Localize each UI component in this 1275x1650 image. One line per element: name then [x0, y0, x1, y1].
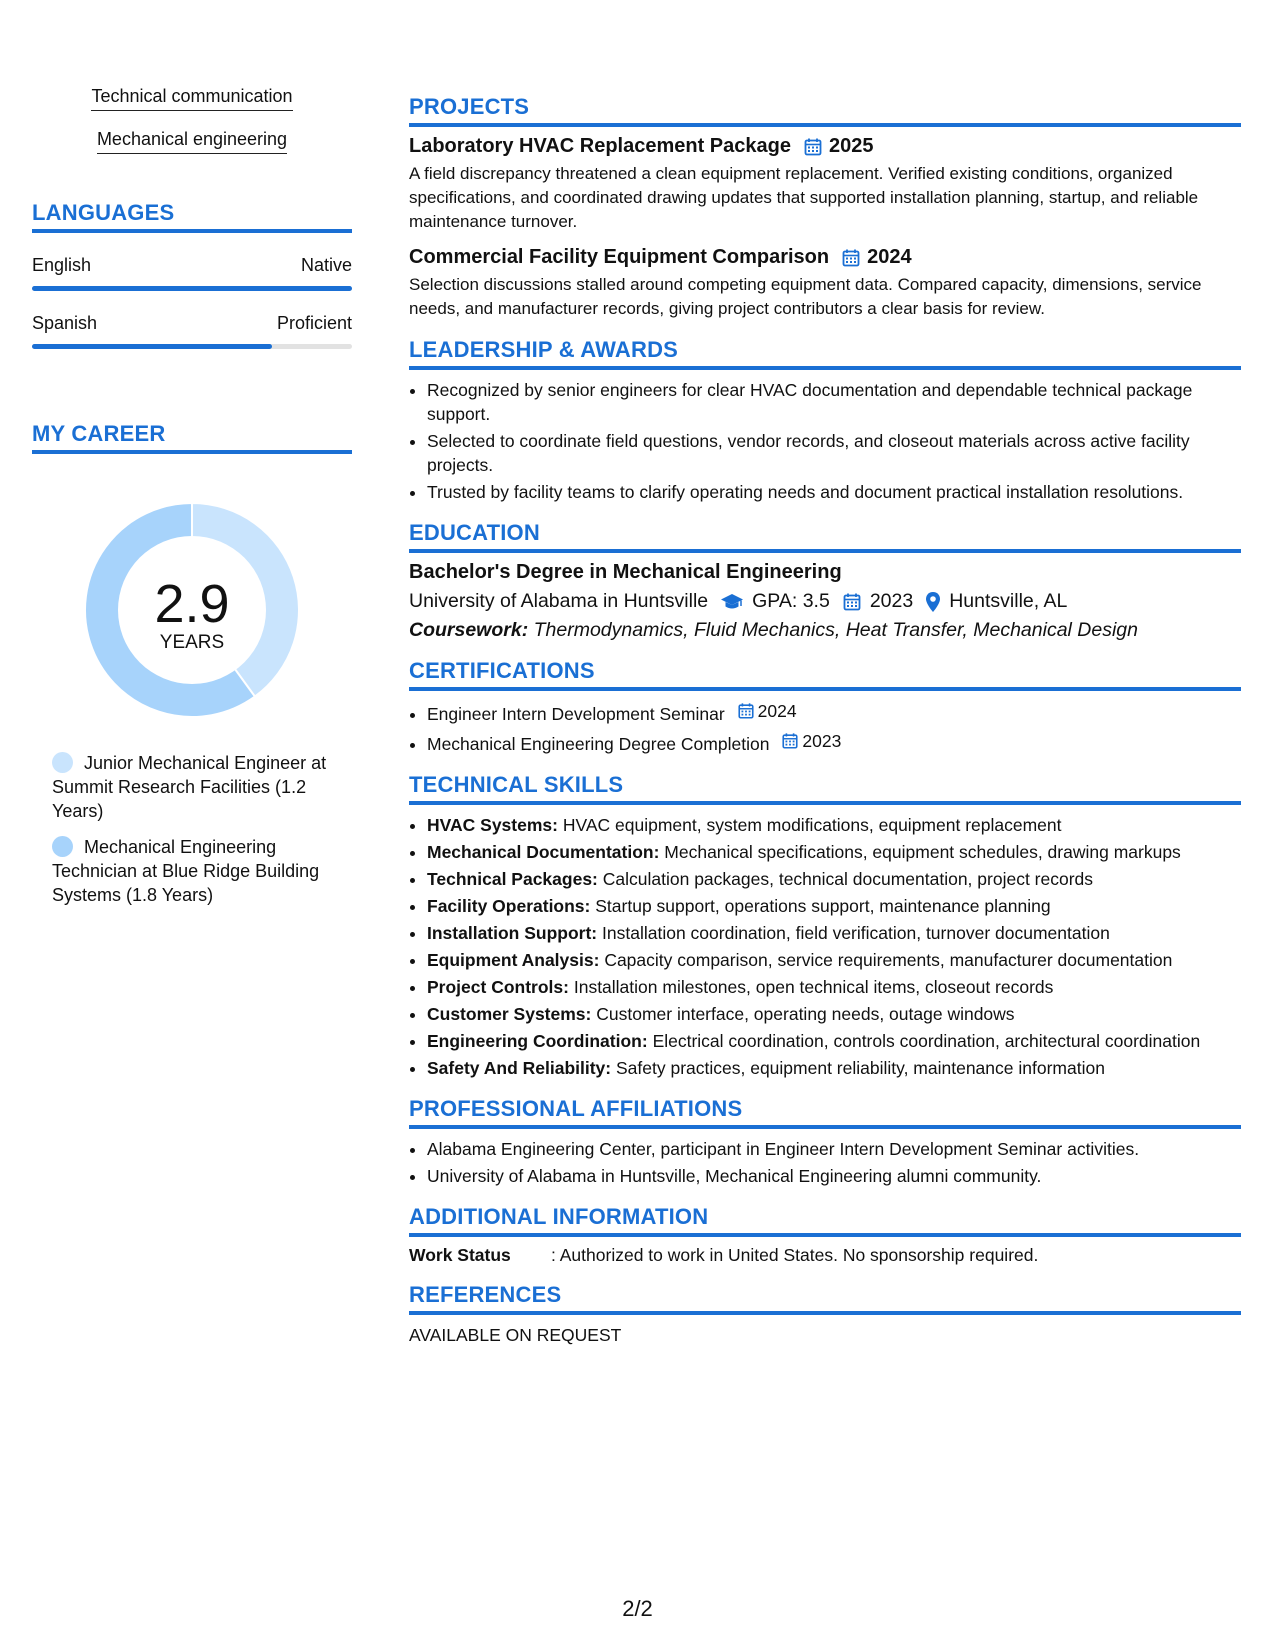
list-item: • Recognized by senior engineers for clear HVAC documentation and dependable technical package support. — [427, 378, 1241, 426]
skill-text: Electrical coordination, controls coordination, architectural coordination — [652, 1031, 1201, 1051]
coursework-label: Coursework: — [409, 619, 529, 641]
skill-item — [427, 840, 1241, 864]
language-level: Native — [300, 255, 352, 275]
language-proficiency-fill — [32, 286, 352, 291]
projects-section — [409, 94, 1241, 321]
certification-year: 2024 — [757, 701, 797, 721]
school-location: Huntsville, AL — [949, 590, 1068, 612]
career-legend-item — [32, 835, 352, 907]
project-description: Selection discussions stalled around competing equipment data. Compared capacity, dimensions, service needs, and manufacturer records, giving project contributors a clear basis for review. — [409, 275, 1202, 318]
leadership-section — [409, 337, 1241, 504]
coursework-list: Thermodynamics, Fluid Mechanics, Heat Transfer, Mechanical Design — [533, 619, 1139, 641]
calendar-icon — [841, 248, 861, 268]
page-number: 2/2 — [622, 1596, 653, 1621]
skill-text: Calculation packages, technical documentation, project records — [602, 869, 1094, 889]
skill-label: Facility Operations: — [427, 896, 591, 916]
main-content — [409, 94, 1241, 1362]
project-item — [409, 246, 1241, 321]
skill-tag: Mechanical engineering — [97, 129, 287, 154]
project-title: Commercial Facility Equipment Comparison — [409, 246, 830, 268]
skill-label: Project Controls: — [427, 977, 569, 997]
project-year: 2024 — [867, 246, 912, 268]
calendar-icon — [803, 137, 823, 157]
certification-name: Engineer Intern Development Seminar — [427, 704, 725, 724]
career-heading: MY CAREER — [32, 421, 352, 454]
skill-item — [427, 813, 1241, 837]
skill-label: Customer Systems: — [427, 1004, 592, 1024]
skill-item — [427, 1029, 1241, 1053]
language-proficiency-bar — [32, 286, 352, 291]
project-year: 2025 — [828, 135, 874, 157]
legend-dot — [52, 752, 73, 773]
list-item: • Trusted by facility teams to clarify operating needs and document practical installation resolutions. — [427, 480, 1241, 504]
skill-label: Safety And Reliability: — [427, 1058, 612, 1078]
work-status-label: Work Status — [409, 1245, 511, 1265]
skill-label: Mechanical Documentation: — [427, 842, 660, 862]
legend-dot — [52, 836, 73, 857]
calendar-icon — [781, 732, 799, 750]
career-years-label: YEARS — [159, 632, 225, 653]
map-pin-icon — [925, 591, 941, 613]
language-level: Proficient — [276, 313, 352, 333]
career-total-years: 2.9 — [154, 574, 230, 634]
language-proficiency-bar — [32, 344, 352, 349]
calendar-icon — [737, 702, 755, 720]
career-item-text: Mechanical Engineering Technician at Blue Ridge Building Systems (1.8 Years) — [52, 837, 320, 905]
work-status-value: : Authorized to work in United States. No sponsorship required. — [551, 1245, 1039, 1265]
skill-label: Equipment Analysis: — [427, 950, 600, 970]
additional-info-section — [409, 1204, 1241, 1266]
school-name: University of Alabama in Huntsville — [409, 590, 709, 612]
skill-text: Capacity comparison, service requirements, manufacturer documentation — [604, 950, 1173, 970]
education-heading: EDUCATION — [409, 520, 1241, 553]
certification-item — [427, 729, 1241, 756]
affiliations-heading: PROFESSIONAL AFFILIATIONS — [409, 1096, 1241, 1129]
language-name: Spanish — [32, 313, 98, 333]
list-item: • Alabama Engineering Center, participant in Engineer Intern Development Seminar activities. — [427, 1137, 1241, 1161]
language-proficiency-fill — [32, 344, 272, 349]
list-item: • Selected to coordinate field questions, vendor records, and closeout materials across active facility projects. — [427, 429, 1241, 477]
skill-text: Startup support, operations support, maintenance planning — [595, 896, 1051, 916]
calendar-icon — [842, 592, 862, 612]
certifications-section — [409, 658, 1241, 756]
graduation-cap-icon — [720, 592, 744, 612]
sidebar — [32, 86, 352, 907]
references-section — [409, 1282, 1241, 1346]
list-item: • University of Alabama in Huntsville, Mechanical Engineering alumni community. — [427, 1164, 1241, 1188]
career-item-text: Junior Mechanical Engineer at Summit Research Facilities (1.2 Years) — [52, 753, 327, 821]
languages-heading: LANGUAGES — [32, 200, 352, 233]
certifications-heading: CERTIFICATIONS — [409, 658, 1241, 691]
skill-text: Mechanical specifications, equipment schedules, drawing markups — [664, 842, 1181, 862]
additional-info-heading: ADDITIONAL INFORMATION — [409, 1204, 1241, 1237]
skill-item — [427, 1002, 1241, 1026]
skill-label: Technical Packages: — [427, 869, 598, 889]
technical-skills-section — [409, 772, 1241, 1080]
projects-heading: PROJECTS — [409, 94, 1241, 127]
references-heading: REFERENCES — [409, 1282, 1241, 1315]
skill-tag: Technical communication — [91, 86, 292, 111]
project-title: Laboratory HVAC Replacement Package — [409, 135, 791, 157]
skill-item — [427, 867, 1241, 891]
affiliations-section — [409, 1096, 1241, 1188]
technical-skills-heading: TECHNICAL SKILLS — [409, 772, 1241, 805]
career-legend-item — [32, 751, 352, 823]
skill-text: Installation coordination, field verification, turnover documentation — [602, 923, 1110, 943]
skill-item — [427, 1056, 1241, 1080]
degree-title: Bachelor's Degree in Mechanical Engineering — [409, 561, 842, 583]
language-name: English — [32, 255, 92, 275]
career-donut-chart — [32, 490, 352, 730]
skill-text: Customer interface, operating needs, outage windows — [596, 1004, 1015, 1024]
skill-item — [427, 921, 1241, 945]
references-text: AVAILABLE ON REQUEST — [409, 1325, 622, 1345]
skill-text: Installation milestones, open technical items, closeout records — [573, 977, 1054, 997]
project-description: A field discrepancy threatened a clean equipment replacement. Verified existing conditions, organized specifications, and coordinated drawing updates that supported installation planning, startup, and reliable maintenance turnover. — [409, 164, 1199, 231]
skill-label: Installation Support: — [427, 923, 598, 943]
skill-item — [427, 975, 1241, 999]
certification-name: Mechanical Engineering Degree Completion — [427, 734, 770, 754]
certification-year: 2023 — [802, 731, 842, 751]
skill-label: Engineering Coordination: — [427, 1031, 648, 1051]
language-item — [32, 313, 352, 349]
certification-item — [427, 699, 1241, 726]
leadership-heading: LEADERSHIP & AWARDS — [409, 337, 1241, 370]
graduation-year: 2023 — [869, 590, 914, 612]
gpa: GPA: 3.5 — [752, 590, 830, 612]
skill-text: HVAC equipment, system modifications, equipment replacement — [562, 815, 1062, 835]
skill-item — [427, 948, 1241, 972]
skill-item — [427, 894, 1241, 918]
language-item — [32, 255, 352, 291]
education-section — [409, 520, 1241, 642]
project-item — [409, 135, 1241, 234]
skill-text: Safety practices, equipment reliability, maintenance information — [615, 1058, 1105, 1078]
skill-label: HVAC Systems: — [427, 815, 558, 835]
